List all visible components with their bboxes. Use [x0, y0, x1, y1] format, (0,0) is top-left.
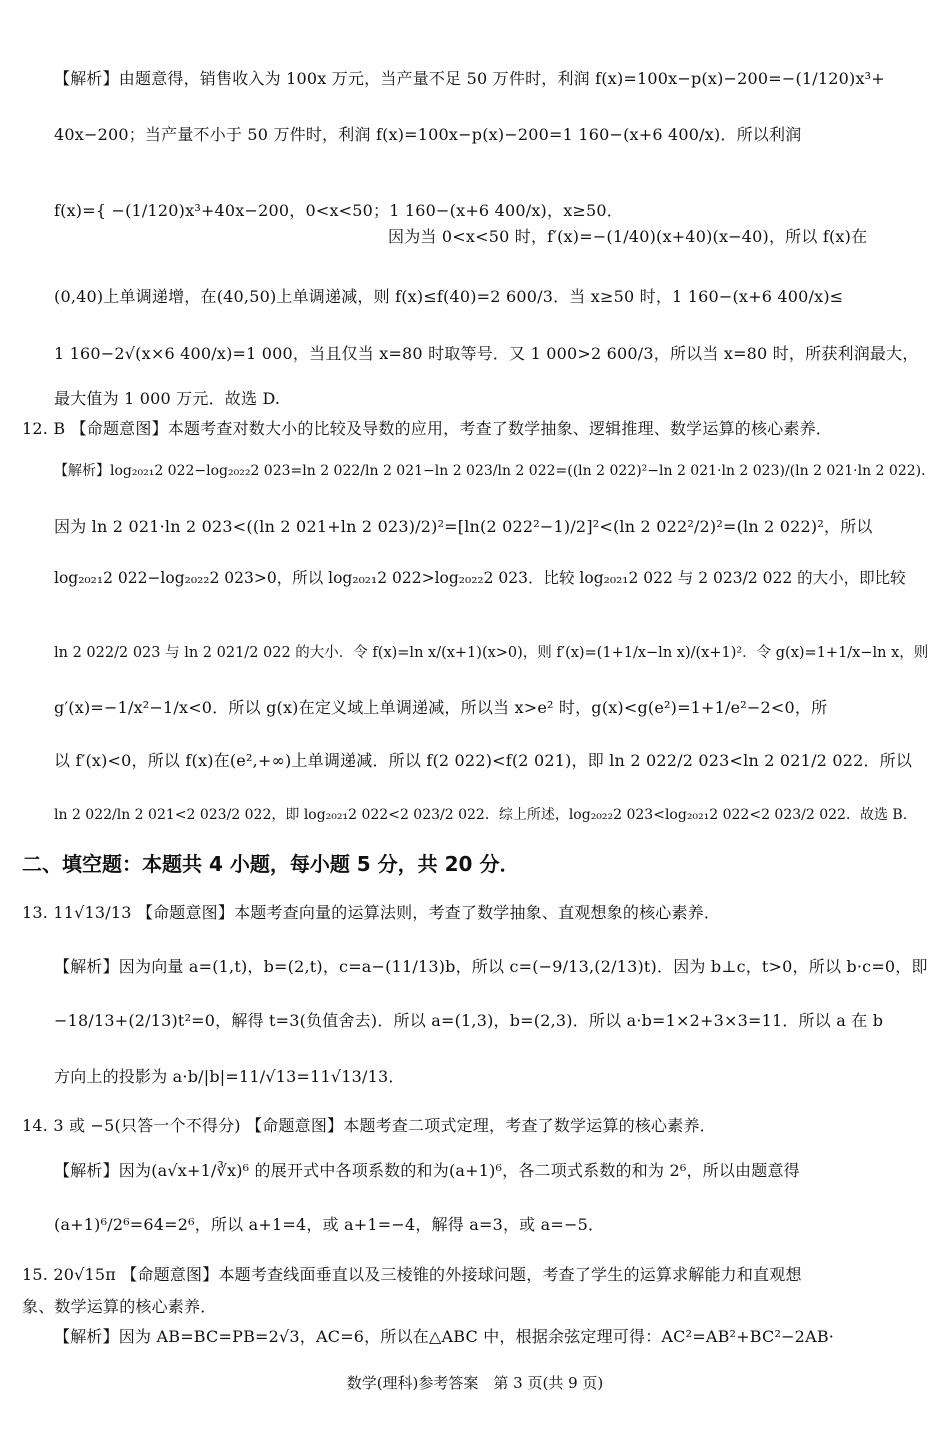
- text-line: 【解析】因为(a√x+1/∛x)⁶ 的展开式中各项系数的和为(a+1)⁶，各二项式系数的和为 2⁶，所以由题意得: [54, 1161, 800, 1180]
- text-line: 方向上的投影为 a·b/|b|=11/√13=11√13/13．: [54, 1067, 405, 1086]
- text-line: 1 160−2√(x×6 400/x)=1 000，当且仅当 x=80 时取等号．又 1 000>2 600/3，所以当 x=80 时，所获利润最大，: [54, 344, 919, 363]
- text-line: 【解析】因为向量 a=(1,t)，b=(2,t)，c=a−(11/13)b，所以 c=(−9/13,(2/13)t)．因为 b⊥c，t>0，所以 b·c=0，即: [54, 957, 928, 976]
- question-15-header: 15. 20√15π 【命题意图】本题考查线面垂直以及三棱锥的外接球问题，考查了学生的运算求解能力和直观想: [22, 1265, 802, 1284]
- text-line: ln 2 022/2 023 与 ln 2 021/2 022 的大小．令 f(x)=ln x/(x+1)(x>0)，则 f′(x)=(1+1/x−ln x)/(x+1)²．令 g(x)=1+1/x−ln x，则: [54, 645, 929, 661]
- text-line: 【解析】因为 AB=BC=PB=2√3，AC=6，所以在△ABC 中，根据余弦定理可得：AC²=AB²+BC²−2AB·: [54, 1327, 835, 1346]
- text-line: 【解析】log₂₀₂₁2 022−log₂₀₂₂2 023=ln 2 022/ln 2 021−ln 2 023/ln 2 022=((ln 2 022)²−ln 2 021·ln 2 023)/(ln 2 021·ln 2 022)．: [54, 463, 936, 479]
- text-line: 以 f′(x)<0，所以 f(x)在(e²,+∞)上单调递减．所以 f(2 022)<f(2 021)，即 ln 2 022/2 023<ln 2 021/2 022．所以: [54, 751, 913, 770]
- text-line: (0,40)上单调递增，在(40,50)上单调递减，则 f(x)≤f(40)=2 600/3．当 x≥50 时，1 160−(x+6 400/x)≤: [54, 287, 844, 306]
- question-14-header: 14. 3 或 −5(只答一个不得分) 【命题意图】本题考查二项式定理，考查了数学运算的核心素养．: [22, 1116, 716, 1135]
- text-line: 因为当 0<x<50 时，f′(x)=−(1/40)(x+40)(x−40)，所以 f(x)在: [388, 227, 868, 246]
- text-line: 最大值为 1 000 万元．故选 D.: [54, 389, 281, 408]
- question-12-header: 12. B 【命题意图】本题考查对数大小的比较及导数的应用，考查了数学抽象、逻辑推理、数学运算的核心素养．: [22, 419, 832, 438]
- text-line: 因为 ln 2 021·ln 2 023<((ln 2 021+ln 2 023)/2)²=[ln(2 022²−1)/2]²<(ln 2 022²/2)²=(ln 2 022)²，所以: [54, 517, 873, 536]
- section-title: 二、填空题：本题共 4 小题，每小题 5 分，共 20 分．: [22, 852, 520, 876]
- text-line: log₂₀₂₁2 022−log₂₀₂₂2 023>0，所以 log₂₀₂₁2 022>log₂₀₂₂2 023．比较 log₂₀₂₁2 022 与 2 023/2 022 的大小，即比较: [54, 569, 906, 587]
- text-line: 40x−200；当产量不小于 50 万件时，利润 f(x)=100x−p(x)−200=1 160−(x+6 400/x)．所以利润: [54, 125, 802, 144]
- text-line: 【解析】由题意得，销售收入为 100x 万元，当产量不足 50 万件时，利润 f(x)=100x−p(x)−200=−(1/120)x³+: [54, 69, 885, 88]
- text-line: ln 2 022/ln 2 021<2 023/2 022，即 log₂₀₂₁2 022<2 023/2 022．综上所述，log₂₀₂₂2 023<log₂₀₂₁2 022<2 023/2 022．故选 B.: [54, 807, 908, 823]
- text-line: g′(x)=−1/x²−1/x<0．所以 g(x)在定义域上单调递减，所以当 x>e² 时，g(x)<g(e²)=1+1/e²−2<0，所: [54, 698, 828, 717]
- text-line: (a+1)⁶/2⁶=64=2⁶，所以 a+1=4，或 a+1=−4，解得 a=3，或 a=−5．: [54, 1215, 605, 1234]
- text-line: 象、数学运算的核心素养．: [22, 1297, 217, 1316]
- text-line: −18/13+(2/13)t²=0，解得 t=3(负值舍去)．所以 a=(1,3)，b=(2,3)．所以 a·b=1×2+3×3=11．所以 a 在 b: [54, 1011, 884, 1030]
- page-footer: 数学(理科)参考答案 第 3 页(共 9 页): [346, 1374, 604, 1392]
- text-line: f(x)={ −(1/120)x³+40x−200，0<x<50；1 160−(x+6 400/x)，x≥50．: [54, 201, 623, 220]
- question-13-header: 13. 11√13/13 【命题意图】本题考查向量的运算法则，考查了数学抽象、直观想象的核心素养．: [22, 903, 721, 922]
